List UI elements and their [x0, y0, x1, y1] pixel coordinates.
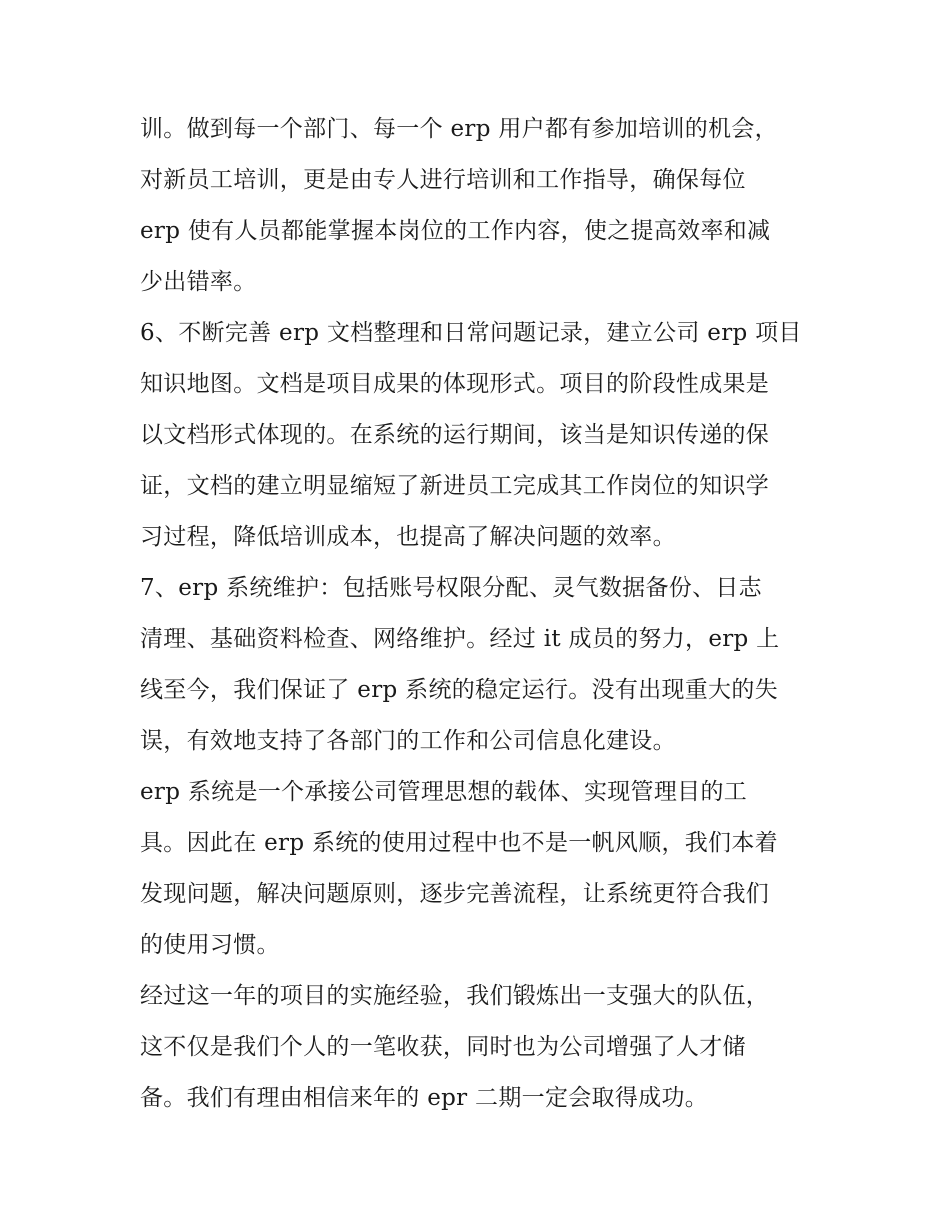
text-line: 少出错率。: [140, 269, 257, 295]
text-line: erp 系统是一个承接公司管理思想的载体、实现管理目的工: [140, 779, 748, 805]
text-line: 以文档形式体现的。在系统的运行期间，该当是知识传递的保: [140, 422, 770, 448]
text-line: erp 使有人员都能掌握本岗位的工作内容，使之提高效率和减: [140, 218, 771, 244]
document-body: [140, 104, 840, 1124]
text-line: 线至今，我们保证了 erp 系统的稳定运行。没有出现重大的失: [140, 677, 778, 703]
text-line: 习过程，降低培训成本，也提高了解决问题的效率。: [140, 524, 676, 550]
text-line: 具。因此在 erp 系统的使用过程中也不是一帆风顺，我们本着: [140, 830, 778, 856]
text-line: 证，文档的建立明显缩短了新进员工完成其工作岗位的知识学: [140, 473, 770, 499]
text-line: 对新员工培训，更是由专人进行培训和工作指导，确保每位: [140, 167, 746, 193]
text-line: 误，有效地支持了各部门的工作和公司信息化建设。: [140, 728, 676, 754]
text-line: 备。我们有理由相信来年的 epr 二期一定会取得成功。: [140, 1085, 709, 1111]
text-line: 这不仅是我们个人的一笔收获，同时也为公司增强了人才储: [140, 1034, 746, 1060]
text-line: 经过这一年的项目的实施经验，我们锻炼出一支强大的队伍，: [140, 983, 770, 1009]
text-line: 知识地图。文档是项目成果的体现形式。项目的阶段性成果是: [140, 371, 770, 397]
text-line: 6、不断完善 erp 文档整理和日常问题记录，建立公司 erp 项目: [140, 320, 802, 346]
text-line: 发现问题，解决问题原则，逐步完善流程，让系统更符合我们: [140, 881, 770, 907]
text-line: 训。做到每一个部门、每一个 erp 用户都有参加培训的机会，: [140, 116, 778, 142]
text-line: 的使用习惯。: [140, 932, 280, 958]
text-line: 清理、基础资料检查、网络维护。经过 it 成员的努力，erp 上: [140, 626, 780, 652]
text-line: 7、erp 系统维护：包括账号权限分配、灵气数据备份、日志: [140, 575, 762, 601]
